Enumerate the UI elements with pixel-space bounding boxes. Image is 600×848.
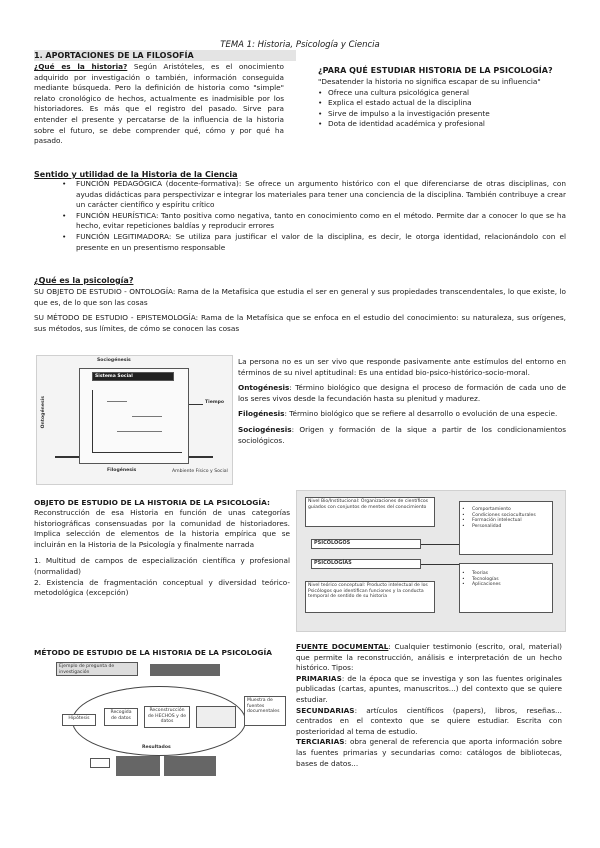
primarias-text: : de la época que se investiga y son las fuentes originales publicadas (cartas, apuntes, manuscritos...) del contexto que se quiere estudiar. xyxy=(296,673,562,704)
sentido-block xyxy=(34,170,566,253)
historia-question: ¿Qué es la historia? xyxy=(34,62,128,71)
list-item: • Condiciones socioculturales xyxy=(462,513,550,519)
list-item: • FUNCIÓN HEURÍSTICA: Tanto positiva como negativa, tanto en conocimiento como en el método. Permite dar a conocer lo que se ha hecho, evitar repeticiones baldías y reproducir errores xyxy=(58,211,566,232)
fig3-right-box xyxy=(196,706,236,728)
sentido-title: Sentido y utilidad de la Historia de la Ciencia xyxy=(34,170,238,179)
list-item: • FUNCIÓN LEGITIMADORA: Se utiliza para justificar el valor de la disciplina, es decir, le otorga identidad, relacionándolo con el presente en un presentismo responsable xyxy=(58,232,566,253)
fig2-arrow xyxy=(421,564,459,565)
sociogenesis-term: Sociogénesis xyxy=(238,424,292,434)
figure-psicologos-diagram xyxy=(296,490,566,632)
fig3-note: Muestra de fuentes documentales xyxy=(244,696,286,726)
fig1-top-label: Sociogénesis xyxy=(97,358,131,363)
fig3-mid-box: Reconstrucción de HECHOS y de datos xyxy=(144,706,190,728)
document-title: TEMA 1: Historia, Psicología y Ciencia xyxy=(220,40,380,50)
objeto-estudio-text: SU OBJETO DE ESTUDIO - ONTOLOGÍA: Rama de la Metafísica que estudia el ser en general y sus propiedades transcendentales, lo que existe, lo que es, de lo que son las cosas xyxy=(34,287,566,307)
list-item: • Comportamiento xyxy=(462,507,550,513)
por-que-list xyxy=(318,88,568,130)
terciarias-text: : obra general de referencia que aporta información sobre las fuentes primarias y secundarias como: catálogos de bibliotecas, bases de datos... xyxy=(296,737,562,768)
fig1-inner-title: Sistema Social xyxy=(92,372,174,381)
fig3-center-box: Recogida de datos xyxy=(104,708,138,726)
secundarias-term: SECUNDARIAS xyxy=(296,705,355,715)
fuentes-intro: : Cualquier testimonio (escrito, oral, material) que permite la reconstrucción, análisis e interpretación de un hecho histórico. Tipos: xyxy=(296,642,562,673)
fig2-arrow xyxy=(421,544,459,545)
objeto-historia-text: Reconstrucción de esa Historia en función de unas categorías historiográficas consensuadas por la comunidad de historiadores. Implica selección de elementos de la historia empírica que se incluirán en la Historia de la Psicología y finalmente narrada xyxy=(34,508,290,549)
fig2-mid2: PSICOLOGÍAS xyxy=(311,559,421,569)
fig3-small-box xyxy=(90,758,110,768)
fig1-time-arrow xyxy=(189,404,203,405)
secundarias-text: : artículos científicos (papers), libros, reseñas... centrados en el contexto que se quiere estudiar. Escrita con posterioridad al tema de estudio. xyxy=(296,705,562,736)
fig3-top-label: Ejemplo de pregunta de investigación xyxy=(56,662,138,676)
secundarias-def xyxy=(296,706,562,738)
objeto-historia-block xyxy=(34,498,290,599)
persona-intro: La persona no es un ser vivo que responde pasivamente ante estímulos del entorno en términos de su nivel aptitudinal: Es una entidad bio-psico-histórico-socio-moral. xyxy=(238,357,566,377)
fig1-note: Ambiente Físico y Social xyxy=(172,469,228,474)
terciarias-def xyxy=(296,737,562,769)
por-que-title: ¿PARA QUÉ ESTUDIAR HISTORIA DE LA PSICOLOGÍA? xyxy=(318,66,553,75)
filogenesis-def xyxy=(238,409,566,420)
objeto-historia-title-line xyxy=(34,498,290,507)
psicologia-question: ¿Qué es la psicología? xyxy=(34,276,134,285)
fig2-list1-box xyxy=(459,501,553,555)
fig1-bottom-label: Filogénesis xyxy=(107,468,137,473)
list-item: • Aplicaciones xyxy=(462,582,550,588)
figure-metodo-diagram xyxy=(50,660,286,780)
historia-paragraph xyxy=(34,62,284,147)
fig3-top-right-box xyxy=(150,664,220,676)
list-item: • Ofrece una cultura psicológica general xyxy=(318,88,568,99)
list-item: • Dota de identidad académica y profesional xyxy=(318,119,568,130)
list-item: • FUNCIÓN PEDAGÓGICA (docente-formativa): Se ofrece un argumento histórico con el que diferenciarse de otras disciplinas, con ayudas didácticas para perspectivizar e integrar los materiales para tener una conciencia de la disciplina. También contribuye a crear un carácter científico y espíritu crítico xyxy=(58,179,566,211)
fig2-bottom-box: Nivel teórico conceptual: Producto intelectual de los Psicólogos que identifican funciones y la conducta temporal de sentido de su historia xyxy=(305,581,435,613)
fig1-arrow xyxy=(55,456,79,458)
fig1-connector xyxy=(132,416,162,417)
list-item: • Formación intelectual xyxy=(462,518,550,524)
list-item: • Teorías xyxy=(462,571,550,577)
filogenesis-text: : Término biológico que se refiere al desarrollo o evolución de una especie. xyxy=(284,409,558,419)
objeto-historia-title: OBJETO DE ESTUDIO DE LA HISTORIA DE LA PSICOLOGÍA xyxy=(34,498,267,507)
fig3-dark-box xyxy=(164,756,216,776)
fig1-connector xyxy=(107,401,127,402)
objeto-historia-item-1: 1. Multitud de campos de especialización científica y profesional (normalidad) xyxy=(34,556,290,576)
fig2-list2-box xyxy=(459,563,553,613)
fig1-arrow xyxy=(189,456,213,458)
fig2-list1 xyxy=(462,507,550,529)
list-item: • Explica el estado actual de la disciplina xyxy=(318,98,568,109)
ontogenesis-term: Ontogénesis xyxy=(238,383,290,393)
sentido-list xyxy=(34,179,566,253)
ontogenesis-def xyxy=(238,383,566,404)
ontogenesis-text: : Término biológico que designa el proceso de formación de cada uno de los seres vivos desde la fecundación hasta su plenitud y madurez. xyxy=(238,383,566,403)
persona-block xyxy=(238,357,566,446)
fig1-connector xyxy=(117,431,162,432)
list-item: • Personalidad xyxy=(462,524,550,530)
filogenesis-term: Filogénesis xyxy=(238,409,285,419)
terciarias-term: TERCIARIAS xyxy=(296,737,345,747)
psicologia-block xyxy=(34,276,566,334)
historia-text: Según Aristóteles, es el onocimiento adquirido por investigación o también, información conseguida mediante búsqueda. Pero la definición de historia como "simple" relato cronológico de hechos, actualmente es inadmisible por los historiadores. Es más que el registro del pasado. Sirve para entender el presente y percatarse de la influencia de la historia sobre el futuro, se debe comprender qué, cómo y por qué ha pasado. xyxy=(34,62,284,146)
sociogenesis-text: : Origen y formación de la sique a partir de los condicionamientos sociológicos. xyxy=(238,424,566,445)
metodo-historia-title: MÉTODO DE ESTUDIO DE LA HISTORIA DE LA PSICOLOGÍA xyxy=(34,648,272,657)
figure-genesis-diagram xyxy=(36,355,233,485)
fig2-mid1: PSICÓLOGOS xyxy=(311,539,421,549)
por-que-block xyxy=(318,66,568,130)
primarias-term: PRIMARIAS xyxy=(296,673,342,683)
fig1-left-label: Ontogénesis xyxy=(41,396,46,429)
metodo-estudio-text: SU MÉTODO DE ESTUDIO - EPISTEMOLOGÍA: Rama de la Metafísica que se enfoca en el estudio del conocimiento: su naturaleza, sus orígenes, sus métodos, sus límites, de cómo se conocen las cosas xyxy=(34,313,566,333)
por-que-quote: "Desatender la historia no significa escapar de su influencia" xyxy=(318,77,541,86)
sociogenesis-def xyxy=(238,425,566,446)
fig1-axis-line xyxy=(92,452,182,453)
fuentes-block xyxy=(296,642,562,769)
objeto-historia-colon: : xyxy=(266,498,270,507)
fig3-bottom-label: Resultados xyxy=(142,745,171,750)
section-heading-aportaciones: 1. APORTACIONES DE LA FILOSOFÍA xyxy=(34,50,296,61)
fig3-left-box: Hipótesis xyxy=(62,714,96,726)
fuentes-title: FUENTE DOCUMENTAL xyxy=(296,642,389,651)
objeto-historia-item-2: 2. Existencia de fragmentación conceptual y diversidad teórico-metodológica (excepción) xyxy=(34,577,290,598)
fig3-dark-box xyxy=(116,756,160,776)
fig2-top-box: Nivel Bio/Institucional: Organizaciones de científicos guiados con conjuntos de mentes del conocimiento xyxy=(305,497,435,527)
list-item: • Sirve de impulso a la investigación presente xyxy=(318,109,568,120)
fuentes-intro-para xyxy=(296,642,562,674)
fig1-right-label: Tiempo xyxy=(205,400,225,405)
fig2-list2 xyxy=(462,571,550,588)
fig1-axis-line xyxy=(92,390,93,452)
list-item: • Tecnologías xyxy=(462,577,550,583)
primarias-def xyxy=(296,674,562,706)
